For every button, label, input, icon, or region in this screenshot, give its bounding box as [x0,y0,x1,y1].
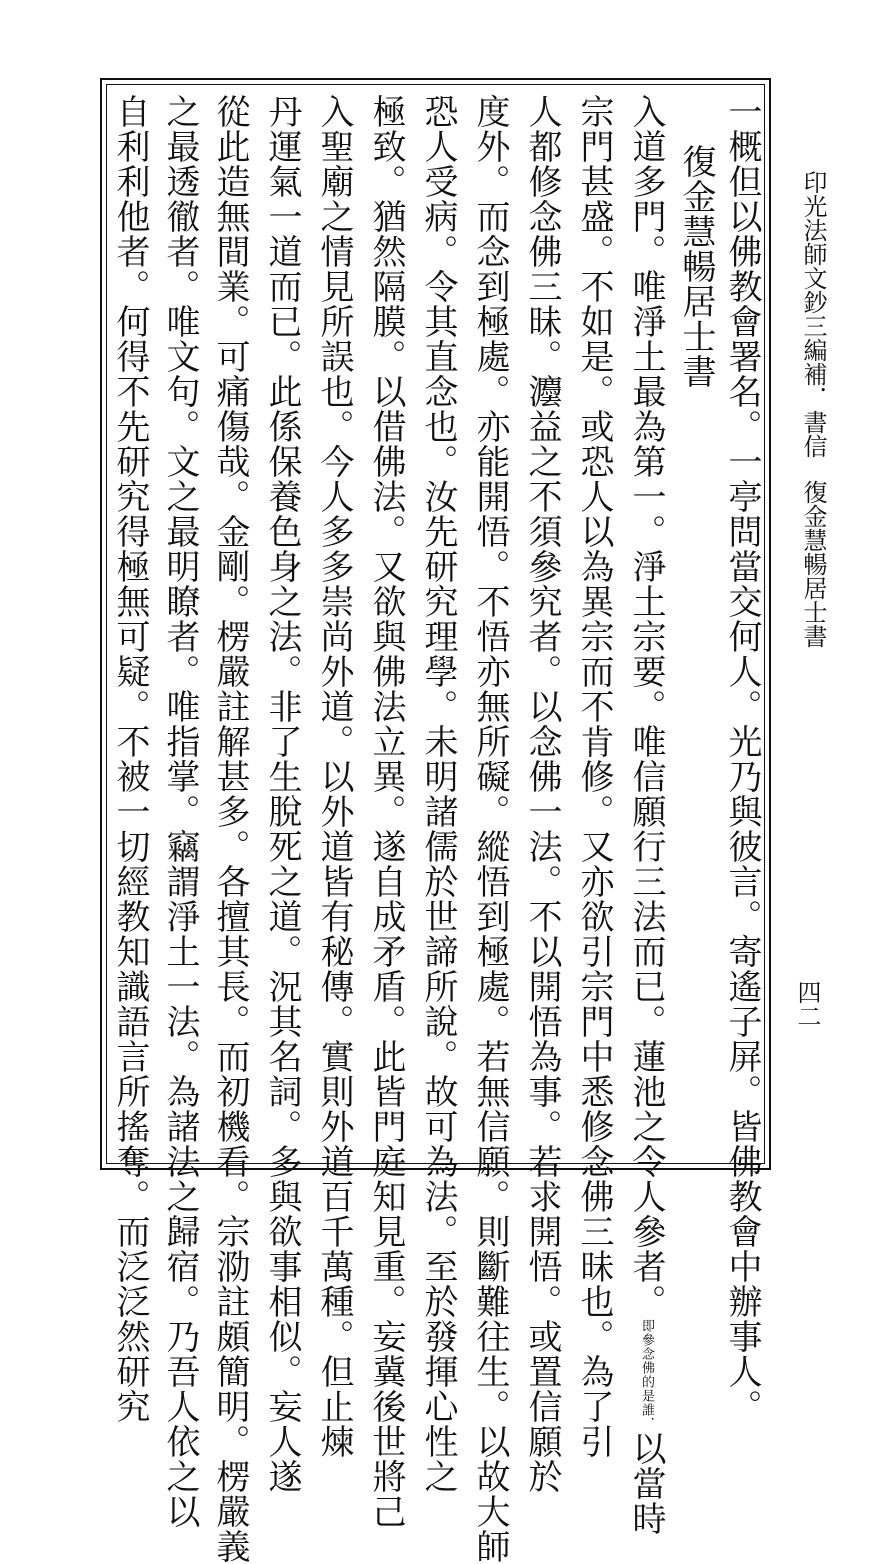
text-column-3: 宗門甚盛。不如是。或恐人以為異宗而不肯修。又亦欲引宗門中悉修念佛三昧也。為了引 [574,94,614,1459]
text-column-4: 人都修念佛三昧。灋益之不須參究者。以念佛一法。不以開悟為事。若求開悟。或置信願於 [522,94,562,1494]
text-column-9: 丹運氣一道而已。此係保養色身之法。非了生脫死之道。況其名詞。多與欲事相似。妄人遂 [262,94,302,1494]
book-title-header: 印光法師文鈔三編補．書信 [799,170,827,458]
column-2-text: 入道多門。唯淨土最為第一。淨土宗要。唯信願行三法而已。蓮池之令人參者。 [626,94,666,1319]
text-column-6: 恐人受病。令其直念也。汝先研究理學。未明諸儒於世諦所說。故可為法。至於發揮心性之 [418,94,458,1494]
letter-title: 復金慧暢居士書 [676,144,716,389]
text-column-7: 極致。猶然隔膜。以借佛法。又欲與佛法立異。遂自成矛盾。此皆門庭知見重。妄冀後世將己 [366,94,406,1529]
text-column-12: 自利利他者。何得不先研究得極無可疑。不被一切經教知識語言所搖奪。而泛泛然研究 [110,94,150,1424]
text-column-5: 度外。而念到極處。亦能開悟。不悟亦無所礙。縱悟到極處。若無信願。則斷難往生。以故大師 [470,94,510,1564]
text-column-10: 從此造無間業。可痛傷哉。金剛。楞嚴註解甚多。各擅其長。而初機看。宗泐註頗簡明。楞嚴義 [210,94,250,1564]
text-column-11: 之最透徹者。唯文句。文之最明瞭者。唯指掌。竊謂淨土一法。為諸法之歸宿。乃吾人依之以 [160,94,200,1529]
text-column-2 [626,94,666,1536]
text-column-1: 一概但以佛教會署名。一亭問當交何人。光乃與彼言。寄遙子屏。皆佛教會中辦事人。 [722,94,762,1424]
column-2-tail: 以當時 [626,1431,666,1536]
page-number: 四二 [793,980,821,1028]
text-column-8: 入聖廟之情見所誤也。今人多多崇尚外道。以外道皆有秘傳。實則外道百千萬種。但止煉 [314,94,354,1459]
section-title-header: 復金慧暢居士書 [799,480,827,648]
inline-note: 即參念佛的是誰． [639,1319,654,1431]
